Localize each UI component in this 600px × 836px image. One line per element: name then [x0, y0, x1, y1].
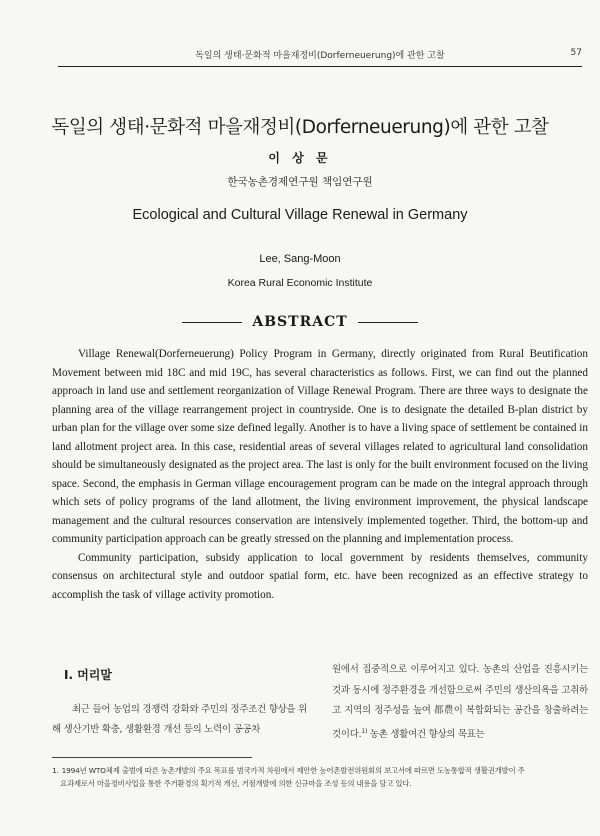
footnote-reference[interactable]: 1) [361, 727, 368, 735]
abstract-paragraph-2: Community participation, subsidy application to local government by residents themselves, community consensus on architectural style and outdoor spatial form, etc. have been recognized as an effective strategy to accomplish the task of village activity promotion. [52, 551, 588, 601]
footnote-rule [52, 757, 252, 758]
abstract-rule-left [182, 322, 242, 323]
author-name-english: Lee, Sang-Moon [259, 253, 341, 265]
paper-title-korean: 독일의 생태·문화적 마을재정비(Dorferneuerung)에 관한 고찰 [51, 117, 549, 138]
body-paragraph-left: 최근 들어 농업의 경쟁력 강화와 주민의 정주조건 향상을 위해 생산기반 확충, 생활환경 개선 등의 노력이 공공차 [52, 704, 307, 735]
abstract-paragraph-1: Village Renewal(Dorferneuerung) Policy Program in Germany, directly originated from Rural Beutification Movement between mid 18C and mid 19C, has several characteristics as follows. First, we can find out the planned approach in land use and settlement reorganization of Village Renewal Program. There are three ways to designate the planning area of the village rearrangement project in countryside. One is to designate the detailed B-plan district by urban plan for the village over some size defined legally. Another is to have a living space of settlement be contained in land allotment project area. In this case, residential areas of several villages related to agricultural land consolidation should be simultaneously designated as the project area. The last is only for the built environment focused on the living space. Second, the emphasis in German village encouragement program can be made on the integral approach through which sets of policy programs of the land allotment, the living environment improvement, the physical landscape management and the cultural resources conservation are intensively implemented together. Third, the bottom-up and community participation approach can be greatly stressed on the planning and implementation process. [52, 348, 588, 545]
abstract-heading-text: ABSTRACT [252, 314, 348, 330]
header-rule [58, 66, 582, 67]
body-column-left [52, 666, 307, 740]
footnote-number: 1. [52, 766, 59, 775]
body-column-right [332, 660, 588, 745]
page-header [58, 48, 582, 64]
footnote-line-2: 요과제로서 마을정비사업을 통한 주거환경의 획기적 개선, 거점개발에 의한 신규마을 조성 등의 내용을 담고 있다. [60, 779, 412, 788]
paper-title-english: Ecological and Cultural Village Renewal in Germany [132, 207, 468, 223]
abstract-heading [0, 314, 600, 330]
abstract-body [52, 345, 588, 604]
body-paragraph-right-tail: 농촌 생활여건 향상의 목표는 [367, 728, 485, 740]
footnote [52, 764, 588, 790]
section-heading-introduction: Ⅰ. 머리말 [64, 668, 112, 682]
page-number: 57 [570, 48, 582, 58]
running-title: 독일의 생태·문화적 마을재정비(Dorferneuerung)에 관한 고찰 [195, 51, 445, 61]
author-affiliation-korean: 한국농촌경제연구원 책임연구원 [227, 176, 373, 188]
body-paragraph-right-text: 원에서 집중적으로 이루어지고 있다. 농촌의 산업을 진흥시키는 것과 동시에 정주환경을 개선함으로써 주민의 생산의욕을 고취하고 지역의 정주성을 높여 都農이 복합화되는 공간을 창출하려는 것이다. [332, 664, 588, 740]
footnote-line-1: 1994년 WTO체제 출범에 따른 농촌개발의 주요 목표를 범국가적 차원에서 제안한 농어촌발전위원회의 보고서에 따르면 도농통합적 생활권개발이 주 [61, 766, 525, 775]
body-paragraph-right [332, 660, 588, 745]
author-affiliation-english: Korea Rural Economic Institute [227, 277, 373, 289]
author-name-korean: 이 상 문 [268, 151, 332, 165]
abstract-rule-right [358, 322, 418, 323]
